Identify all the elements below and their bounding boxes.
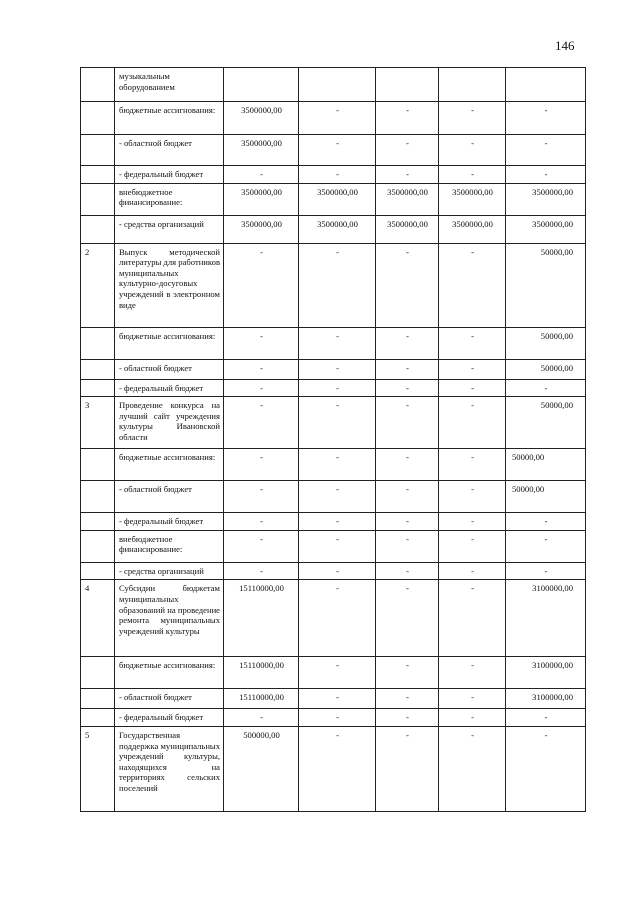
table-row — [81, 243, 586, 327]
table-row — [81, 689, 586, 709]
amount-cell-year-5: 50000,00 — [506, 327, 586, 359]
table-row — [81, 449, 586, 481]
row-description-cell: - областной бюджет — [115, 359, 224, 379]
row-number-cell — [81, 102, 115, 135]
amount-cell-year-4: - — [439, 657, 506, 689]
amount-cell-year-1: - — [224, 562, 299, 580]
amount-cell-year-3: - — [376, 166, 439, 184]
amount-cell-year-3: - — [376, 359, 439, 379]
row-description-cell: Государственная поддержка муниципальных учреждений культуры, находящихся на территориях сельских поселений — [115, 726, 224, 811]
amount-cell-year-3 — [376, 68, 439, 102]
row-number-cell: 3 — [81, 397, 115, 449]
amount-cell-year-3: - — [376, 580, 439, 657]
amount-cell-year-5: 3100000,00 — [506, 689, 586, 709]
amount-cell-year-5: - — [506, 379, 586, 397]
amount-cell-year-4: - — [439, 102, 506, 135]
amount-cell-year-1: - — [224, 709, 299, 727]
amount-cell-year-2: - — [299, 513, 376, 531]
amount-cell-year-3: - — [376, 530, 439, 562]
amount-cell-year-5 — [506, 68, 586, 102]
table-row — [81, 530, 586, 562]
amount-cell-year-1: - — [224, 481, 299, 513]
table-row — [81, 102, 586, 135]
row-description-cell: внебюджетное финансирование: — [115, 183, 224, 215]
amount-cell-year-2: - — [299, 243, 376, 327]
amount-cell-year-2: - — [299, 481, 376, 513]
amount-cell-year-4: - — [439, 513, 506, 531]
amount-cell-year-3: - — [376, 481, 439, 513]
row-number-cell — [81, 530, 115, 562]
amount-cell-year-5: - — [506, 135, 586, 166]
row-description-cell: - областной бюджет — [115, 689, 224, 709]
amount-cell-year-4: - — [439, 530, 506, 562]
amount-cell-year-2: - — [299, 135, 376, 166]
amount-cell-year-1: - — [224, 397, 299, 449]
row-number-cell — [81, 327, 115, 359]
amount-cell-year-4 — [439, 68, 506, 102]
amount-cell-year-2 — [299, 68, 376, 102]
amount-cell-year-5: - — [506, 102, 586, 135]
amount-cell-year-1: - — [224, 449, 299, 481]
amount-cell-year-3: - — [376, 726, 439, 811]
row-number-cell — [81, 166, 115, 184]
amount-cell-year-2: - — [299, 726, 376, 811]
amount-cell-year-1: - — [224, 530, 299, 562]
amount-cell-year-1: - — [224, 166, 299, 184]
row-number-cell — [81, 135, 115, 166]
amount-cell-year-1 — [224, 68, 299, 102]
row-number-cell — [81, 68, 115, 102]
row-description-cell: - федеральный бюджет — [115, 379, 224, 397]
row-description-cell: бюджетные ассигнования: — [115, 449, 224, 481]
amount-cell-year-4: - — [439, 689, 506, 709]
amount-cell-year-4: - — [439, 726, 506, 811]
amount-cell-year-5: 50000,00 — [506, 243, 586, 327]
amount-cell-year-2: 3500000,00 — [299, 183, 376, 215]
amount-cell-year-2: - — [299, 709, 376, 727]
row-description-cell: - средства организаций — [115, 562, 224, 580]
table-row — [81, 68, 586, 102]
row-description-cell: Выпуск методической литературы для работников муниципальных культурно-досуговых учреждений в электронном виде — [115, 243, 224, 327]
row-number-cell — [81, 359, 115, 379]
row-number-cell — [81, 689, 115, 709]
row-description-cell: - областной бюджет — [115, 135, 224, 166]
row-description-cell: - федеральный бюджет — [115, 709, 224, 727]
table-row — [81, 481, 586, 513]
amount-cell-year-2: - — [299, 379, 376, 397]
amount-cell-year-2: - — [299, 562, 376, 580]
amount-cell-year-3: 3500000,00 — [376, 183, 439, 215]
table-row — [81, 657, 586, 689]
table-row — [81, 397, 586, 449]
table-row — [81, 709, 586, 727]
amount-cell-year-4: - — [439, 449, 506, 481]
table-row — [81, 562, 586, 580]
amount-cell-year-1: 3500000,00 — [224, 183, 299, 215]
amount-cell-year-4: - — [439, 397, 506, 449]
amount-cell-year-4: - — [439, 166, 506, 184]
amount-cell-year-4: - — [439, 580, 506, 657]
amount-cell-year-3: 3500000,00 — [376, 215, 439, 243]
row-description-cell: бюджетные ассигнования: — [115, 327, 224, 359]
amount-cell-year-4: - — [439, 135, 506, 166]
amount-cell-year-3: - — [376, 657, 439, 689]
amount-cell-year-1: - — [224, 359, 299, 379]
table-row — [81, 580, 586, 657]
amount-cell-year-1: - — [224, 327, 299, 359]
table-row — [81, 327, 586, 359]
amount-cell-year-2: 3500000,00 — [299, 215, 376, 243]
amount-cell-year-1: 3500000,00 — [224, 102, 299, 135]
table-row — [81, 166, 586, 184]
amount-cell-year-5: 50000,00 — [506, 481, 586, 513]
budget-table — [80, 67, 586, 812]
amount-cell-year-1: 3500000,00 — [224, 215, 299, 243]
table-row — [81, 379, 586, 397]
row-description-cell: - федеральный бюджет — [115, 166, 224, 184]
row-description-cell: Проведение конкурса на лучший сайт учреждения культуры Ивановской области — [115, 397, 224, 449]
amount-cell-year-4: - — [439, 359, 506, 379]
row-number-cell — [81, 215, 115, 243]
row-number-cell: 5 — [81, 726, 115, 811]
amount-cell-year-3: - — [376, 513, 439, 531]
table-row — [81, 726, 586, 811]
amount-cell-year-1: 3500000,00 — [224, 135, 299, 166]
table-row — [81, 359, 586, 379]
amount-cell-year-2: - — [299, 530, 376, 562]
row-number-cell: 4 — [81, 580, 115, 657]
amount-cell-year-1: 500000,00 — [224, 726, 299, 811]
row-description-cell: Субсидии бюджетам муниципальных образований на проведение ремонта муниципальных учреждений культуры — [115, 580, 224, 657]
row-number-cell — [81, 562, 115, 580]
row-description-cell: - областной бюджет — [115, 481, 224, 513]
table-row — [81, 513, 586, 531]
row-description-cell: бюджетные ассигнования: — [115, 657, 224, 689]
amount-cell-year-2: - — [299, 689, 376, 709]
amount-cell-year-1: - — [224, 379, 299, 397]
amount-cell-year-3: - — [376, 379, 439, 397]
amount-cell-year-3: - — [376, 135, 439, 166]
amount-cell-year-5: - — [506, 562, 586, 580]
amount-cell-year-4: - — [439, 327, 506, 359]
row-description-cell: - федеральный бюджет — [115, 513, 224, 531]
amount-cell-year-5: - — [506, 709, 586, 727]
row-number-cell — [81, 183, 115, 215]
row-number-cell — [81, 709, 115, 727]
amount-cell-year-1: - — [224, 513, 299, 531]
amount-cell-year-5: - — [506, 513, 586, 531]
amount-cell-year-3: - — [376, 449, 439, 481]
table-row — [81, 135, 586, 166]
amount-cell-year-3: - — [376, 327, 439, 359]
table-row — [81, 215, 586, 243]
amount-cell-year-5: 50000,00 — [506, 397, 586, 449]
page-number: 146 — [555, 38, 575, 53]
row-description-cell: внебюджетное финансирование: — [115, 530, 224, 562]
amount-cell-year-2: - — [299, 449, 376, 481]
amount-cell-year-5: 3500000,00 — [506, 183, 586, 215]
amount-cell-year-2: - — [299, 327, 376, 359]
amount-cell-year-2: - — [299, 166, 376, 184]
amount-cell-year-2: - — [299, 102, 376, 135]
amount-cell-year-1: 15110000,00 — [224, 657, 299, 689]
amount-cell-year-3: - — [376, 102, 439, 135]
amount-cell-year-3: - — [376, 562, 439, 580]
amount-cell-year-3: - — [376, 689, 439, 709]
row-number-cell — [81, 379, 115, 397]
amount-cell-year-3: - — [376, 709, 439, 727]
amount-cell-year-2: - — [299, 397, 376, 449]
amount-cell-year-5: 50000,00 — [506, 359, 586, 379]
amount-cell-year-4: - — [439, 562, 506, 580]
row-number-cell: 2 — [81, 243, 115, 327]
amount-cell-year-5: - — [506, 166, 586, 184]
row-description-cell: музыкальным оборудованием — [115, 68, 224, 102]
row-description-cell: - средства организаций — [115, 215, 224, 243]
amount-cell-year-5: 3500000,00 — [506, 215, 586, 243]
amount-cell-year-4: - — [439, 379, 506, 397]
amount-cell-year-5: 3100000,00 — [506, 657, 586, 689]
budget-table-body — [81, 68, 586, 812]
amount-cell-year-4: - — [439, 709, 506, 727]
amount-cell-year-1: - — [224, 243, 299, 327]
row-number-cell — [81, 481, 115, 513]
amount-cell-year-3: - — [376, 243, 439, 327]
amount-cell-year-2: - — [299, 657, 376, 689]
row-description-cell: бюджетные ассигнования: — [115, 102, 224, 135]
table-row — [81, 183, 586, 215]
amount-cell-year-1: 15110000,00 — [224, 689, 299, 709]
amount-cell-year-4: 3500000,00 — [439, 215, 506, 243]
amount-cell-year-5: 50000,00 — [506, 449, 586, 481]
amount-cell-year-5: - — [506, 530, 586, 562]
row-number-cell — [81, 513, 115, 531]
amount-cell-year-4: - — [439, 481, 506, 513]
amount-cell-year-5: 3100000,00 — [506, 580, 586, 657]
amount-cell-year-5: - — [506, 726, 586, 811]
amount-cell-year-1: 15110000,00 — [224, 580, 299, 657]
amount-cell-year-4: - — [439, 243, 506, 327]
amount-cell-year-2: - — [299, 580, 376, 657]
amount-cell-year-3: - — [376, 397, 439, 449]
amount-cell-year-2: - — [299, 359, 376, 379]
row-number-cell — [81, 449, 115, 481]
row-number-cell — [81, 657, 115, 689]
amount-cell-year-4: 3500000,00 — [439, 183, 506, 215]
